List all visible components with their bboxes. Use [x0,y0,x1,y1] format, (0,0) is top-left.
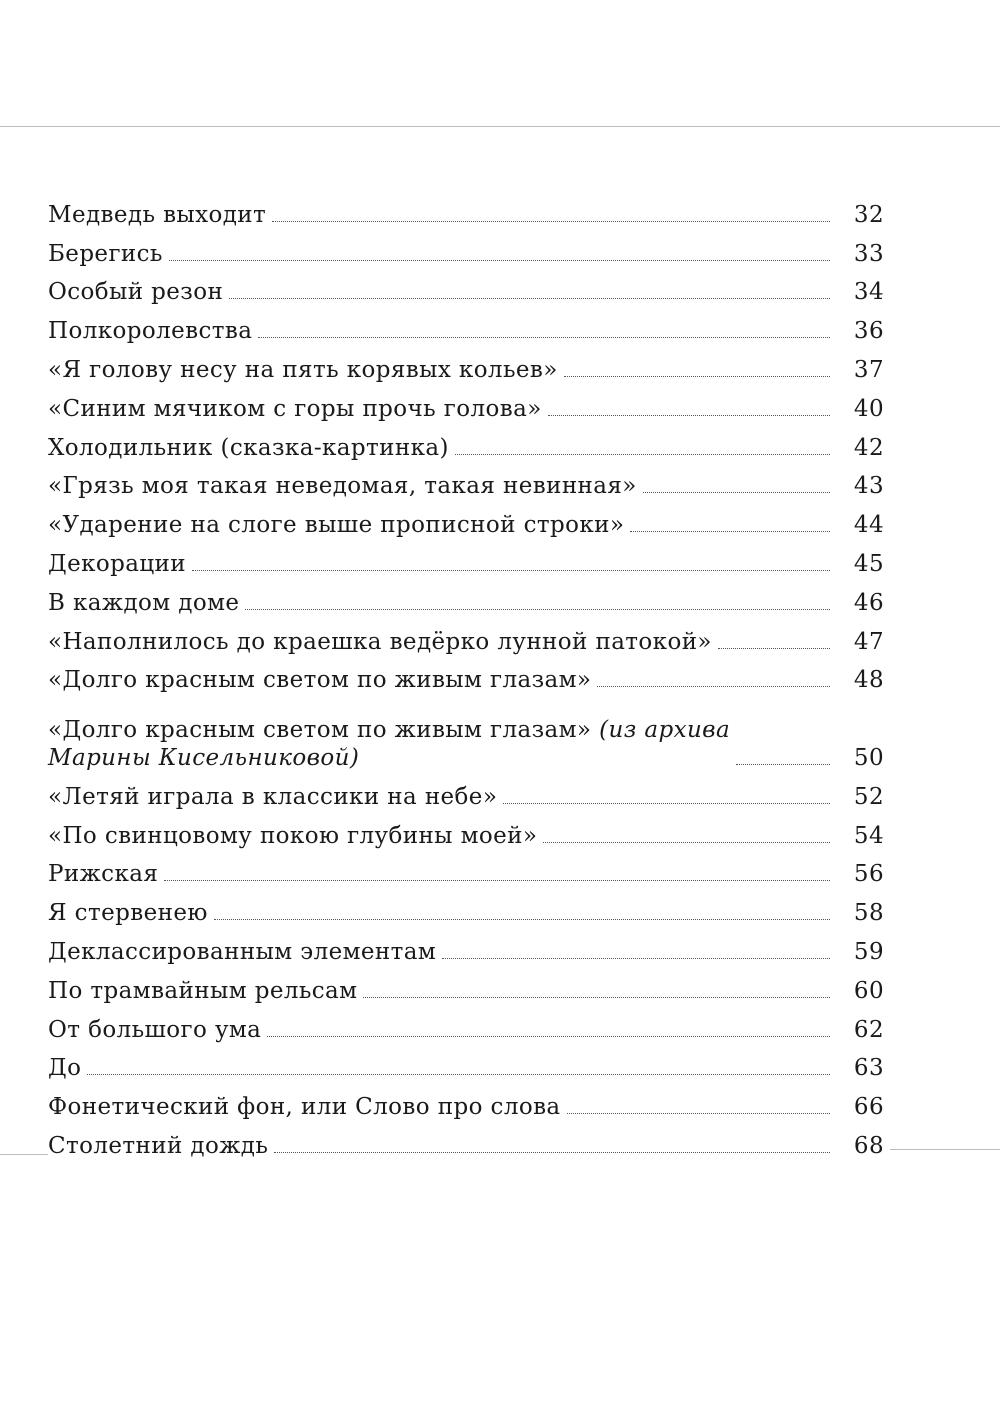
toc-entry-title: Холодильник (сказка-картинка) [48,434,449,461]
toc-entry [48,656,884,695]
toc-entry-page: 68 [853,1132,884,1159]
dot-leader [267,1036,830,1037]
dot-leader [736,764,830,765]
toc-entry [48,229,884,268]
toc-entry-title: «Ударение на слоге выше прописной строки» [48,512,625,539]
toc-entry-page: 50 [853,744,884,771]
toc-entry-page: 52 [853,783,884,810]
dot-leader [564,376,830,377]
dot-leader [214,919,830,920]
toc-entry [48,694,884,772]
toc-entry-title: Фонетический фон, или Слово про слова [48,1094,561,1121]
toc-entry-title: До [48,1055,82,1082]
top-rule [0,126,1000,127]
dot-leader [169,260,830,261]
toc-entry-note: (из архива [599,716,731,743]
bottom-rule-left [0,1154,48,1155]
toc-entry-title: «Я голову несу на пять корявых кольев» [48,356,558,383]
dot-leader [567,1113,830,1114]
toc-entry-title: «По свинцовому покою глубины моей» [48,822,538,849]
toc-entry-page: 56 [853,861,884,888]
toc-entry [48,500,884,539]
dot-leader [87,1074,830,1075]
toc-entry-page: 43 [853,473,884,500]
toc-entry [48,345,884,384]
toc-entry [48,462,884,501]
table-of-contents [48,190,884,1160]
dot-leader [503,803,830,804]
toc-entry-title: «Летяй играла в классики на небе» [48,783,498,810]
toc-entry [48,1121,884,1160]
toc-entry [48,539,884,578]
toc-entry [48,1044,884,1083]
toc-entry-page: 63 [853,1055,884,1082]
toc-entry-page: 62 [853,1016,884,1043]
dot-leader [229,298,830,299]
toc-entry [48,927,884,966]
dot-leader [442,958,830,959]
toc-entry-page: 58 [853,900,884,927]
dot-leader [597,686,830,687]
toc-entry-page: 40 [853,395,884,422]
dot-leader [363,997,830,998]
dot-leader [274,1152,830,1153]
toc-entry-title: «Наполнилось до краешка ведёрко лунной патокой» [48,628,712,655]
dot-leader [164,880,830,881]
toc-entry-title: От большого ума [48,1016,262,1043]
bottom-rule-right [890,1149,1000,1150]
toc-entry [48,1005,884,1044]
toc-entry-page: 66 [853,1094,884,1121]
toc-entry-title: Столетний дождь [48,1132,269,1159]
toc-entry-title: «Долго красным светом по живым глазам» [48,667,592,694]
toc-entry [48,772,884,811]
toc-entry-page: 33 [853,240,884,267]
toc-entry-title: Деклассированным элементам [48,938,437,965]
toc-entry [48,578,884,617]
toc-entry-page: 46 [853,589,884,616]
toc-entry-page: 47 [853,628,884,655]
toc-entry-title: «Грязь моя такая неведомая, такая невинная» [48,473,637,500]
toc-entry-title: Я стервенею [48,900,208,927]
toc-entry-title: «Синим мячиком с горы прочь голова» [48,395,542,422]
toc-entry [48,617,884,656]
toc-entry [48,1082,884,1121]
toc-entry [48,306,884,345]
toc-entry-page: 60 [853,977,884,1004]
dot-leader [548,415,830,416]
toc-entry-page: 32 [853,201,884,228]
toc-entry-title: Особый резон [48,279,224,306]
toc-entry-title: Полкоролевства [48,318,253,345]
toc-entry-title: «Долго красным светом по живым глазам» [48,716,592,743]
dot-leader [272,221,830,222]
toc-entry-title: В каждом доме [48,589,240,616]
toc-entry [48,966,884,1005]
toc-entry [48,850,884,889]
toc-entry-note-continued: Марины Кисельниковой) [48,744,360,771]
toc-entry [48,888,884,927]
toc-entry-page: 59 [853,938,884,965]
dot-leader [258,337,830,338]
dot-leader [455,454,830,455]
toc-entry [48,190,884,229]
dot-leader [643,492,830,493]
toc-entry-title: Медведь выходит [48,201,267,228]
toc-entry-page: 44 [853,512,884,539]
toc-entry [48,423,884,462]
toc-entry-page: 42 [853,434,884,461]
toc-entry-page: 45 [853,550,884,577]
dot-leader [630,531,830,532]
toc-entry-page: 37 [853,356,884,383]
toc-entry-page: 54 [853,822,884,849]
dot-leader [543,842,830,843]
toc-entry-page: 36 [853,318,884,345]
dot-leader [192,570,830,571]
dot-leader [245,609,830,610]
toc-entry-title: Рижская [48,861,159,888]
toc-entry-title: По трамвайным рельсам [48,977,358,1004]
toc-entry-page: 48 [853,667,884,694]
toc-entry-page: 34 [853,279,884,306]
toc-entry [48,811,884,850]
toc-entry [48,384,884,423]
toc-entry-title: Берегись [48,240,163,267]
dot-leader [718,648,830,649]
toc-entry [48,268,884,307]
toc-entry-title: Декорации [48,550,187,577]
